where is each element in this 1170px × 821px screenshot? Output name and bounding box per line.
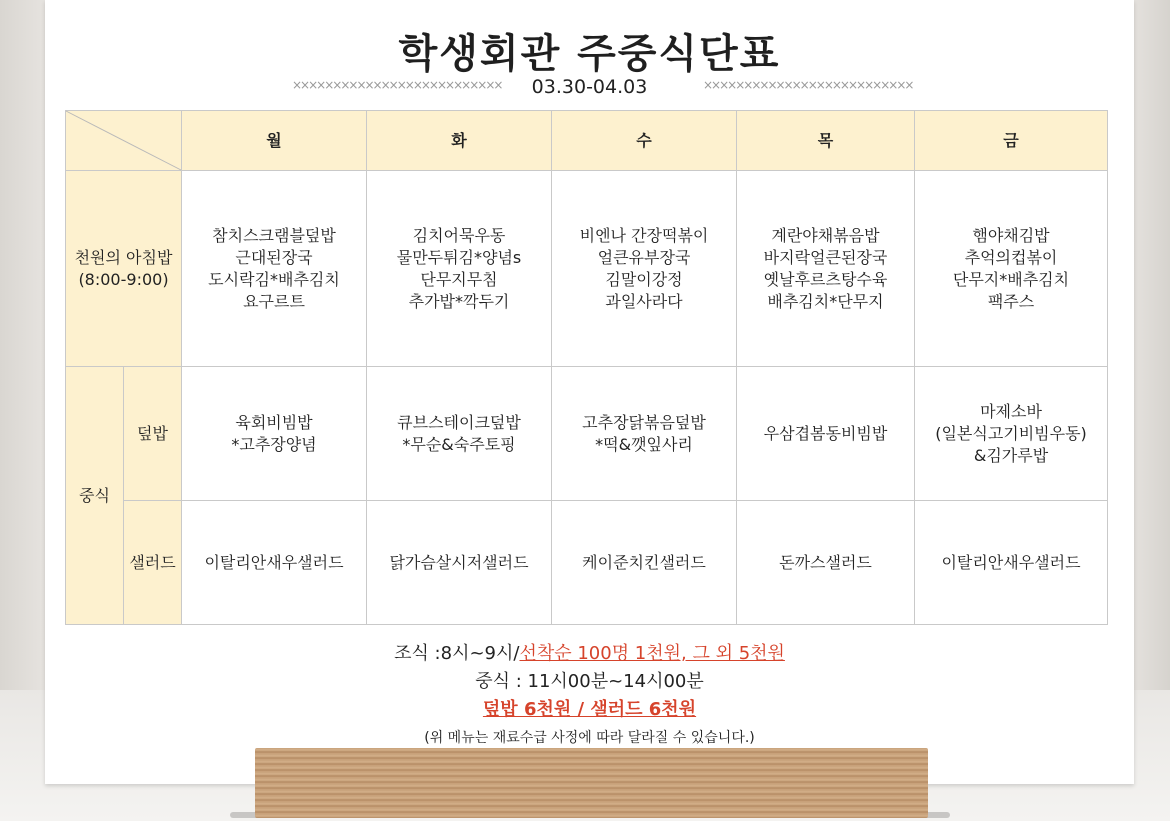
rice-bowl-menu-fri: 마제소바 (일본식고기비빔우동) &김가루밥 [915,367,1108,501]
rice-bowl-menu-mon: 육회비빔밥 *고추장양념 [182,367,367,501]
rice-bowl-menu-thu: 우삼겹봄동비빔밥 [737,367,915,501]
rice-bowl-row [66,367,1108,501]
breakfast-label: 천원의 아침밥 (8:00-9:00) [66,171,182,367]
day-header-wed: 수 [552,111,737,171]
page-title: 학생회관 주중식단표 [398,31,781,77]
rice-bowl-menu-tue: 큐브스테이크덮밥 *무순&숙주토핑 [367,367,552,501]
day-header-thu: 목 [737,111,915,171]
decorative-pattern-left: ×××××××××××××××××××××××××× [292,78,502,92]
breakfast-menu-thu: 계란야채볶음밥 바지락얼큰된장국 옛날후르츠탕수육 배추김치*단무지 [737,171,915,367]
lunch-hours: 중식 : 11시00분~14시00분 [475,671,704,692]
breakfast-hours: 조식 :8시~9시/ [394,643,520,664]
menu-table [65,110,1108,625]
day-header-tue: 화 [367,111,552,171]
breakfast-row [66,171,1108,367]
salad-menu-fri: 이탈리안새우샐러드 [915,501,1108,625]
lunch-price: 덮밥 6천원 / 샐러드 6천원 [482,699,697,720]
wooden-stand [255,748,928,818]
day-header-fri: 금 [915,111,1108,171]
breakfast-menu-fri: 햄야채김밥 추억의컵볶이 단무지*배추김치 팩주스 [915,171,1108,367]
day-header-mon: 월 [182,111,367,171]
salad-menu-wed: 케이준치킨샐러드 [552,501,737,625]
breakfast-menu-tue: 김치어묵우동 물만두튀김*양념s 단무지무침 추가밥*깍두기 [367,171,552,367]
notes-section [45,640,1134,752]
decorative-pattern-right: ×××××××××××××××××××××××××× [703,78,913,92]
salad-menu-tue: 닭가슴살시저샐러드 [367,501,552,625]
lunch-label: 중식 [66,367,124,625]
day-header-row [66,111,1108,171]
salad-menu-thu: 돈까스샐러드 [737,501,915,625]
rice-bowl-menu-wed: 고추장닭볶음덮밥 *떡&깻잎사리 [552,367,737,501]
salad-menu-mon: 이탈리안새우샐러드 [182,501,367,625]
date-range: 03.30-04.03 [531,76,648,98]
rice-bowl-label: 덮밥 [124,367,182,501]
breakfast-price: 선착순 100명 1천원, 그 외 5천원 [519,643,785,664]
table-corner-cell [66,111,182,171]
salad-label: 샐러드 [124,501,182,625]
breakfast-note [45,640,1134,668]
breakfast-menu-mon: 참치스크램블덮밥 근대된장국 도시락김*배추김치 요구르트 [182,171,367,367]
disclaimer: (위 메뉴는 재료수급 사정에 따라 달라질 수 있습니다.) [424,730,755,746]
salad-row [66,501,1108,625]
breakfast-menu-wed: 비엔나 간장떡볶이 얼큰유부장국 김말이강정 과일사라다 [552,171,737,367]
diagonal-line [66,111,181,170]
